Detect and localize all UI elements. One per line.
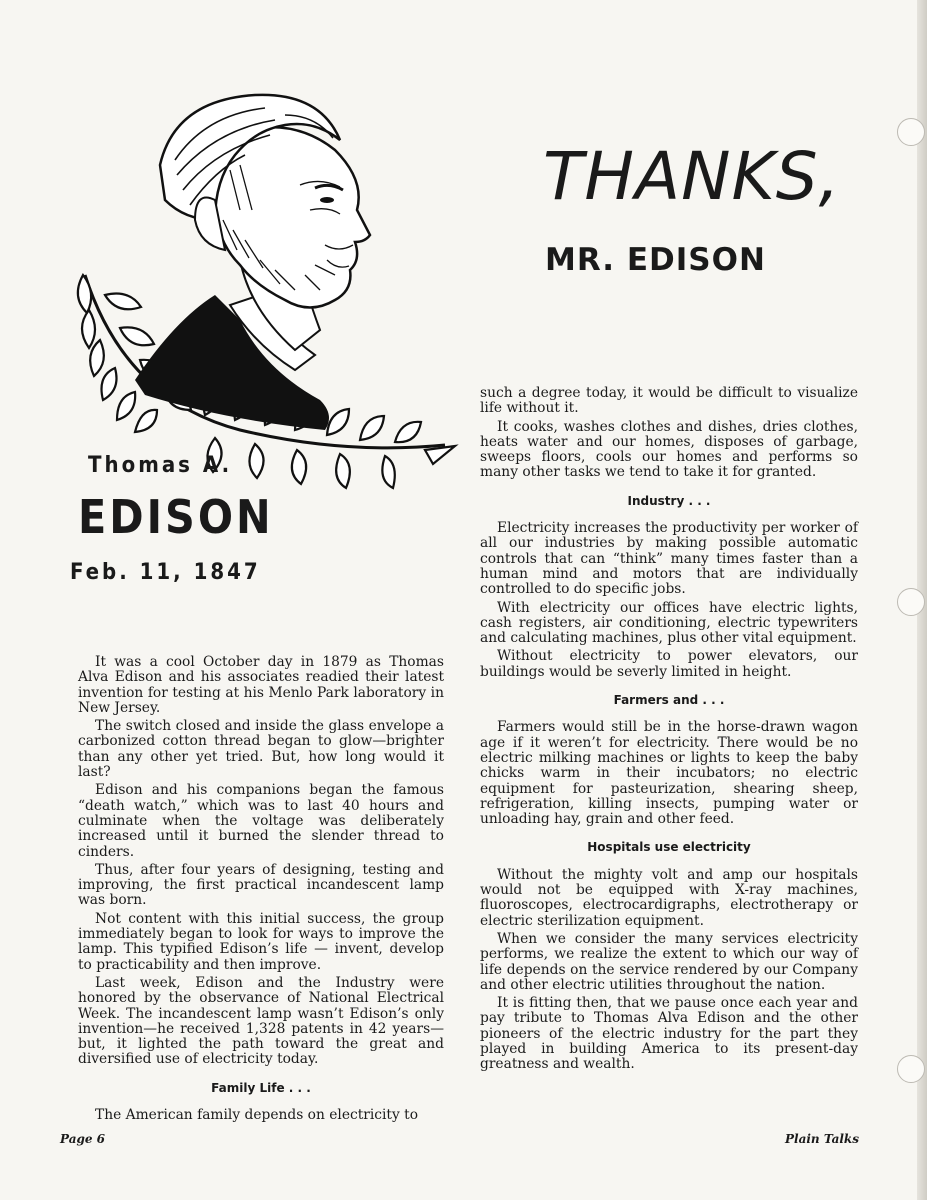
paragraph: Last week, Edison and the Industry were honored by the observance of National Electrical Week. The incandescent lamp wasn’t Edison’s only invention—he received 1,328 patents in 42 years—but, it lighted the path toward the great and diversified use of electricity today. xyxy=(78,974,444,1068)
headline: THANKS, xyxy=(543,138,841,215)
paragraph: Electricity increases the productivity per worker of all our industries by making possible automatic controls that can “think” many times faster than a human mind and motors that are individually controlled to do specific jobs. xyxy=(480,520,858,598)
paragraph: With electricity our offices have electric lights, cash registers, air conditioning, electric typewriters and calculating machines, plus other vital equipment. xyxy=(480,599,858,647)
paragraph: The switch closed and inside the glass envelope a carbonized cotton thread began to glow—brighter than any other yet tried. But, how long would it last? xyxy=(78,718,444,781)
paragraph: It is fitting then, that we pause once each year and pay tribute to Thomas Alva Edison and the other pioneers of the electric industry for the part they played in building America to its present-day greatness and wealth. xyxy=(480,995,858,1073)
birth-date: Feb. 11, 1847 xyxy=(70,560,261,585)
paragraph: It was a cool October day in 1879 as Thomas Alva Edison and his associates readied their latest invention for testing at his Menlo Park laboratory in New Jersey. xyxy=(78,654,444,716)
paragraph: When we consider the many services electricity performs, we realize the extent to which our way of life depends on the service rendered by our Company and other electric utilities throughout the nation. xyxy=(480,930,858,993)
left-column xyxy=(78,655,444,1126)
last-name: EDISON xyxy=(78,490,274,544)
section-heading-farmers: Farmers and . . . xyxy=(613,693,725,708)
punch-hole xyxy=(897,118,925,146)
punch-hole xyxy=(897,1055,925,1083)
first-name: Thomas A. xyxy=(88,453,233,478)
punch-hole xyxy=(897,588,925,616)
section-heading-industry: Industry . . . xyxy=(627,493,711,508)
section-heading-family-life: Family Life . . . xyxy=(211,1080,311,1095)
section-heading-hospitals: Hospitals use electricity xyxy=(587,840,751,855)
subheadline: MR. EDISON xyxy=(545,242,766,278)
paragraph: Without the mighty volt and amp our hospitals would not be equipped with X-ray machines, fluoroscopes, electrocardigraphs, electrotherapy or electric sterilization equipment. xyxy=(480,866,858,929)
paragraph: Not content with this initial success, the group immediately began to look for ways to improve the lamp. This typified Edison’s life — invent, develop to practicability and then improve. xyxy=(78,910,444,973)
edison-portrait-icon xyxy=(65,70,465,490)
paragraph: The American family depends on electricity to xyxy=(95,1107,418,1124)
paragraph: Farmers would still be in the horse-drawn wagon age if it weren’t for electricity. There would be no electric milking machines or lights to keep the baby chicks warm in their incubators; no electric equipment for pasteurization, shearing sheep, refrigeration, killing insects, pumping water or unloading hay, grain and other feed. xyxy=(480,719,858,828)
paragraph: It cooks, washes clothes and dishes, dries clothes, heats water and our homes, disposes of garbage, sweeps floors, cools our homes and performs so many other tasks we tend to take it for granted. xyxy=(480,418,858,481)
paragraph: Edison and his companions began the famous “death watch,” which was to last 40 hours and culminate when the voltage was deliberately increased until it burned the slender thread to cinders. xyxy=(78,782,444,860)
paragraph: Thus, after four years of designing, testing and improving, the first practical incandescent lamp was born. xyxy=(78,861,444,909)
page-number: Page 6 xyxy=(60,1132,106,1146)
right-column xyxy=(480,386,858,1076)
publication-name: Plain Talks xyxy=(785,1132,860,1146)
paragraph-continued: such a degree today, it would be difficult to visualize life without it. xyxy=(480,385,858,417)
paragraph: Without electricity to power elevators, our buildings would be severly limited in height. xyxy=(480,648,858,680)
